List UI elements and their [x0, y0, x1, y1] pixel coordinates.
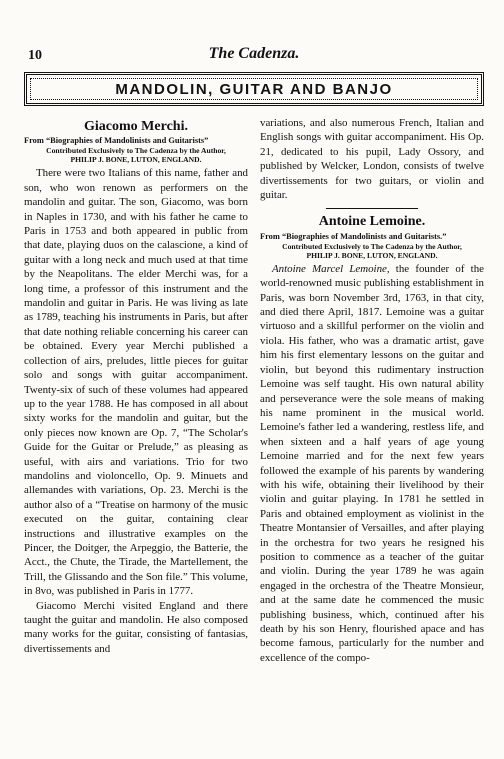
section-title: MANDOLIN, GUITAR AND BANJO	[115, 80, 393, 98]
page-number: 10	[28, 48, 42, 63]
magazine-page	[24, 40, 484, 665]
author-line-merchi: PHILIP J. BONE, LUTON, ENGLAND.	[70, 155, 202, 165]
body-paragraph	[260, 262, 484, 665]
left-column	[24, 116, 248, 665]
body-text: the founder of the world-renowned music publishing establishment in Paris, was born November 3rd, 1763, in that city, and died there April, 1817. Lemoine was a guitar virtuoso and a skillful performer on the violin and viola. His father, who was a dramatic artist, gave him his first elementary lessons on the guitar and violin, but beyond this rudimentary instruction Lemoine was self taught. His own natural ability and perseverance were the sole means of making his name prominent in the musical world. Lemoine's father led a wandering, restless life, and when sixteen and a half years of age young Lemoine married and for the next few years followed the example of his parents by wandering with his wife, obtaining their livelihood by their violin and guitar playing. In 1781 he settled in Paris and obtained employment as violinist in the Theatre Montansier of Versailles, and after playing in the orchestra for two years he resigned his position to commence as a teacher of the guitar and violin. During the year 1789 he was again engaged in the orchestra of the Theatre Monsieur, and at the same date he commenced the music publishing business, which, continued after his death by his son Henry, flourished apace and has become famous, particularly for the number and excellence of the compo-	[260, 262, 484, 664]
section-banner	[24, 72, 484, 106]
article-title-lemoine: Antoine Lemoine.	[318, 214, 426, 230]
continuation-paragraph: variations, and also numerous French, Italian and English songs with guitar accompaniment. His Op. 21, dedicated to his pupil, Lady Ossory, and published by Welcker, London, consists of twelve divertissements for two guitars, or violin and guitar.	[260, 117, 484, 202]
source-line-lemoine: From “Biographies of Mandolinists and Guitarists.”	[260, 231, 447, 241]
page-header	[24, 40, 484, 62]
author-line-lemoine: PHILIP J. BONE, LUTON, ENGLAND.	[306, 250, 438, 260]
article-title-merchi: Giacomo Merchi.	[84, 119, 188, 134]
credit-line-lemoine: Contributed Exclusively to The Cadenza by the Author,	[282, 241, 462, 251]
credit-line-merchi: Contributed Exclusively to The Cadenza by the Author,	[46, 146, 226, 156]
running-title: The Cadenza.	[208, 45, 300, 62]
article-columns	[24, 116, 484, 665]
source-line-merchi: From “Biographies of Mandolinists and Guitarists”	[24, 136, 209, 146]
section-divider	[326, 208, 418, 209]
body-paragraph: Giacomo Merchi visited England and there taught the guitar and mandolin. He also composed many works for the guitar, consisting of fantasias, divertissements and	[24, 599, 248, 655]
right-column	[260, 116, 484, 665]
body-paragraph: There were two Italians of this name, father and son, who won renown as performers on the mandolin and guitar. The son, Giacomo, was born in Naples in 1730, and with his father he came to Paris in 1753 and both appeared in public from that date, playing duos on the calascione, a kind of guitar with a long neck and much used at that time by the Neapolitans. The elder Merchi was, for a long time, a professor of this instrument and the mandolin and guitar in Paris. He was living as late as 1789, teaching his instruments in Paris, but after that date nothing reliable concerning his career can be obtained. Every year Merchi published a collection of airs, preludes, little pieces for guitar solo and songs with guitar accompaniment. Twenty-six of such of these volumes had appeared up to the year 1788. He has composed in all about sixty works for the mandolin and guitar, but the only pieces now known are Op. 7, “The Scholar's Guide for the Guitar or Prelude,” as pleasing as useful, with airs and variations. Trio for two mandolins and violoncello, Op. 9. Minuets and allemandes with variations, Op. 23. Merchi is the author also of a “Treatise on harmony of the music executed on the guitar, containing clear instructions and illustrative examples on the Pincer, the Doitger, the Arpeggio, the Batterie, the Acct., the Chute, the Tirade, the Martellement, the Trill, the Glissando and the Son file.” This volume, in 8vo, was published in Paris in 1777.	[24, 167, 248, 598]
lead-name: Antoine Marcel Lemoine,	[272, 262, 390, 275]
